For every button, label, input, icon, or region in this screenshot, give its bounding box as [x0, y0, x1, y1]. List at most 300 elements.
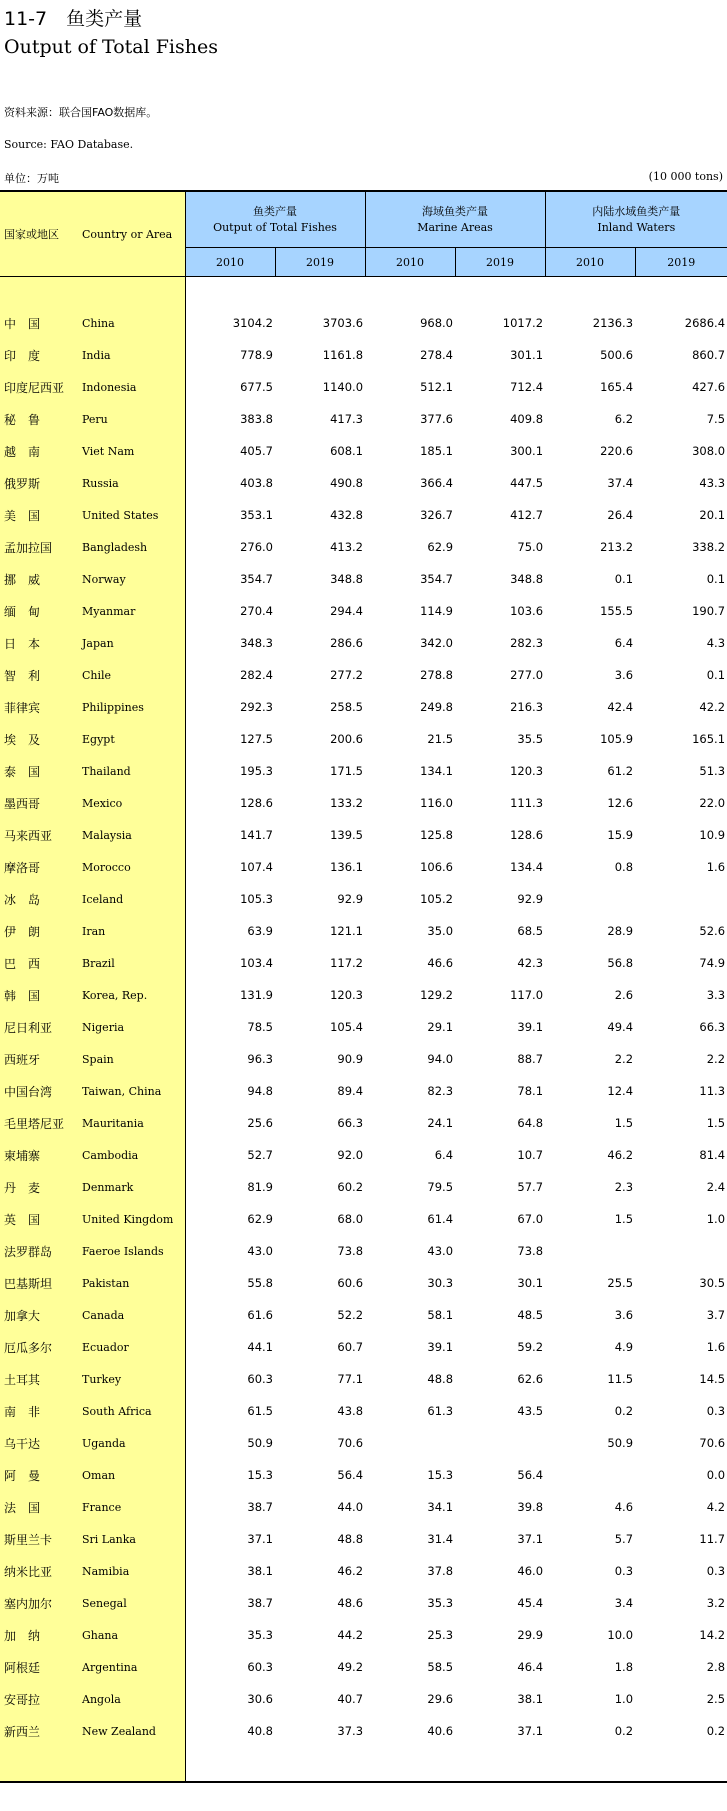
value-cell: 15.3	[427, 1468, 454, 1482]
value-cell: 490.8	[330, 476, 364, 490]
table-row	[0, 1139, 727, 1171]
value-cell: 73.8	[337, 1244, 364, 1258]
country-name-cn: 丹 麦	[0, 1171, 82, 1203]
country-name-en: United States	[82, 499, 185, 531]
fish-output-table	[0, 190, 727, 1783]
value-cell: 3.6	[614, 1308, 634, 1322]
value-cell: 11.3	[699, 1084, 726, 1098]
country-name-en: Cambodia	[82, 1139, 185, 1171]
value-cell: 403.8	[240, 476, 273, 490]
value-cell: 48.5	[517, 1308, 544, 1322]
value-cell: 134.4	[510, 860, 544, 874]
country-name-en: Egypt	[82, 723, 185, 755]
value-cell: 4.6	[614, 1500, 634, 1514]
country-name-en: India	[82, 339, 185, 371]
country-name-cn: 柬埔寨	[0, 1139, 82, 1171]
value-cell: 68.5	[517, 924, 544, 938]
country-name-cn: 马来西亚	[0, 819, 82, 851]
header-group-marine	[365, 191, 545, 248]
value-cell: 74.9	[699, 956, 726, 970]
value-cell: 427.6	[692, 380, 726, 394]
value-cell: 6.2	[614, 412, 634, 426]
value-cell: 105.2	[420, 892, 454, 906]
unit-label-en: (10 000 tons)	[648, 170, 723, 183]
country-name-cn: 新西兰	[0, 1715, 82, 1747]
value-cell: 12.6	[607, 796, 634, 810]
value-cell: 131.9	[240, 988, 273, 1002]
value-cell: 342.0	[420, 636, 454, 650]
value-cell: 78.1	[517, 1084, 544, 1098]
value-cell: 75.0	[517, 540, 544, 554]
value-cell: 34.1	[427, 1500, 454, 1514]
country-name-cn: 智 利	[0, 659, 82, 691]
value-cell: 37.1	[517, 1532, 544, 1546]
value-cell: 366.4	[420, 476, 454, 490]
value-cell: 220.6	[600, 444, 634, 458]
value-cell: 200.6	[330, 732, 364, 746]
country-name-cn: 泰 国	[0, 755, 82, 787]
table-row	[0, 787, 727, 819]
value-cell: 10.7	[517, 1148, 544, 1162]
table-row	[0, 1107, 727, 1139]
value-cell: 42.2	[699, 700, 726, 714]
value-cell: 1161.8	[322, 348, 364, 362]
value-cell	[545, 1459, 635, 1491]
group-marine-cn: 海域鱼类产量	[422, 204, 489, 218]
value-cell: 61.3	[427, 1404, 454, 1418]
country-name-cn: 尼日利亚	[0, 1011, 82, 1043]
value-cell: 92.9	[517, 892, 544, 906]
country-name-cn: 俄罗斯	[0, 467, 82, 499]
value-cell: 90.9	[337, 1052, 364, 1066]
value-cell: 22.0	[699, 796, 726, 810]
value-cell: 286.6	[330, 636, 364, 650]
year-header: 2019	[275, 248, 365, 277]
value-cell: 5.7	[614, 1532, 634, 1546]
country-name-cn: 加 纳	[0, 1619, 82, 1651]
value-cell: 608.1	[330, 444, 364, 458]
country-name-cn: 厄瓜多尔	[0, 1331, 82, 1363]
value-cell: 46.6	[427, 956, 454, 970]
value-cell: 0.2	[706, 1724, 726, 1738]
country-name-en: Philippines	[82, 691, 185, 723]
value-cell: 105.4	[330, 1020, 364, 1034]
value-cell: 38.1	[517, 1692, 544, 1706]
value-cell: 28.9	[607, 924, 634, 938]
table-row	[0, 1491, 727, 1523]
value-cell: 125.8	[420, 828, 454, 842]
country-name-cn: 印 度	[0, 339, 82, 371]
value-cell: 165.4	[600, 380, 634, 394]
table-row	[0, 1683, 727, 1715]
value-cell: 3.3	[706, 988, 726, 1002]
country-name-cn: 法罗群岛	[0, 1235, 82, 1267]
table-title-en: Output of Total Fishes	[4, 36, 218, 58]
value-cell: 409.8	[510, 412, 544, 426]
value-cell: 294.4	[330, 604, 364, 618]
value-cell: 216.3	[510, 700, 544, 714]
country-name-en: Pakistan	[82, 1267, 185, 1299]
value-cell: 55.8	[247, 1276, 273, 1290]
value-cell: 35.3	[247, 1628, 273, 1642]
value-cell: 3.2	[706, 1596, 726, 1610]
value-cell: 0.2	[614, 1404, 634, 1418]
value-cell: 432.8	[330, 508, 364, 522]
country-name-cn: 巴基斯坦	[0, 1267, 82, 1299]
bottom-rule	[0, 1781, 727, 1783]
value-cell: 43.5	[517, 1404, 544, 1418]
value-cell: 49.2	[337, 1660, 364, 1674]
value-cell: 12.4	[607, 1084, 634, 1098]
table-row	[0, 915, 727, 947]
value-cell: 105.9	[600, 732, 634, 746]
table-row	[0, 371, 727, 403]
value-cell: 277.2	[330, 668, 364, 682]
value-cell: 38.7	[247, 1500, 273, 1514]
value-cell: 11.5	[607, 1372, 634, 1386]
value-cell: 39.1	[427, 1340, 454, 1354]
value-cell: 778.9	[240, 348, 273, 362]
value-cell: 56.4	[337, 1468, 364, 1482]
country-name-cn: 埃 及	[0, 723, 82, 755]
value-cell: 1.0	[706, 1212, 726, 1226]
value-cell: 116.0	[420, 796, 454, 810]
value-cell: 49.4	[607, 1020, 634, 1034]
table-row	[0, 1235, 727, 1267]
country-name-cn: 美 国	[0, 499, 82, 531]
value-cell: 0.1	[706, 572, 726, 586]
value-cell: 82.3	[427, 1084, 454, 1098]
value-cell: 43.0	[427, 1244, 454, 1258]
value-cell: 3104.2	[232, 316, 273, 330]
country-name-en: Malaysia	[82, 819, 185, 851]
value-cell: 103.4	[240, 956, 273, 970]
value-cell: 1.6	[706, 860, 726, 874]
value-cell: 44.0	[337, 1500, 364, 1514]
table-row	[0, 1043, 727, 1075]
country-name-en: Angola	[82, 1683, 185, 1715]
country-name-en: Japan	[82, 627, 185, 659]
value-cell: 1017.2	[502, 316, 544, 330]
value-cell: 61.4	[427, 1212, 454, 1226]
value-cell: 2.4	[706, 1180, 726, 1194]
spacer-row	[0, 1747, 727, 1783]
table-row	[0, 723, 727, 755]
country-name-en: Ecuador	[82, 1331, 185, 1363]
value-cell: 57.7	[517, 1180, 544, 1194]
value-cell: 68.0	[337, 1212, 364, 1226]
country-name-en: Nigeria	[82, 1011, 185, 1043]
value-cell: 103.6	[510, 604, 544, 618]
table-row	[0, 1203, 727, 1235]
value-cell: 0.1	[706, 668, 726, 682]
country-name-cn: 英 国	[0, 1203, 82, 1235]
value-cell: 383.8	[240, 412, 273, 426]
value-cell: 48.8	[337, 1532, 364, 1546]
country-name-cn: 印度尼西亚	[0, 371, 82, 403]
country-name-en: Korea, Rep.	[82, 979, 185, 1011]
value-cell: 21.5	[427, 732, 454, 746]
value-cell: 300.1	[510, 444, 544, 458]
table-title-cn: 11-7 鱼类产量	[4, 8, 143, 30]
value-cell: 35.0	[427, 924, 454, 938]
table-row	[0, 1075, 727, 1107]
value-cell: 63.9	[247, 924, 273, 938]
country-name-en: Argentina	[82, 1651, 185, 1683]
value-cell: 25.5	[607, 1276, 634, 1290]
country-name-en: Oman	[82, 1459, 185, 1491]
header-group-total	[185, 191, 365, 248]
value-cell: 61.5	[247, 1404, 273, 1418]
value-cell: 2.6	[614, 988, 634, 1002]
value-cell: 56.8	[607, 956, 634, 970]
value-cell: 0.0	[706, 1468, 726, 1482]
value-cell	[545, 883, 635, 915]
value-cell: 258.5	[330, 700, 364, 714]
value-cell: 276.0	[240, 540, 273, 554]
country-name-en: Thailand	[82, 755, 185, 787]
table-row	[0, 1171, 727, 1203]
value-cell: 417.3	[330, 412, 364, 426]
country-name-en: New Zealand	[82, 1715, 185, 1747]
value-cell: 11.7	[699, 1532, 726, 1546]
value-cell: 38.7	[247, 1596, 273, 1610]
country-name-cn: 毛里塔尼亚	[0, 1107, 82, 1139]
value-cell: 43.0	[247, 1244, 273, 1258]
country-name-en: Iceland	[82, 883, 185, 915]
spacer-row	[0, 277, 727, 308]
table-row	[0, 1651, 727, 1683]
value-cell: 111.3	[510, 796, 544, 810]
country-name-cn: 日 本	[0, 627, 82, 659]
value-cell: 308.0	[692, 444, 726, 458]
country-name-cn: 安哥拉	[0, 1683, 82, 1715]
value-cell: 30.6	[247, 1692, 273, 1706]
group-inland-cn: 内陆水域鱼类产量	[592, 204, 681, 218]
value-cell: 3.6	[614, 668, 634, 682]
value-cell: 1.5	[614, 1116, 634, 1130]
value-cell: 15.9	[607, 828, 634, 842]
country-name-en: Denmark	[82, 1171, 185, 1203]
group-total-cn: 鱼类产量	[253, 204, 297, 218]
country-name-cn: 西班牙	[0, 1043, 82, 1075]
table-row	[0, 403, 727, 435]
value-cell: 40.7	[337, 1692, 364, 1706]
value-cell: 7.5	[706, 412, 726, 426]
table-row	[0, 1331, 727, 1363]
value-cell: 61.6	[247, 1308, 273, 1322]
table-row	[0, 467, 727, 499]
country-name-cn: 墨西哥	[0, 787, 82, 819]
value-cell: 29.1	[427, 1020, 454, 1034]
table-row	[0, 1587, 727, 1619]
value-cell: 3703.6	[322, 316, 364, 330]
country-name-en: Viet Nam	[82, 435, 185, 467]
country-name-en: Taiwan, China	[82, 1075, 185, 1107]
value-cell: 37.4	[607, 476, 634, 490]
value-cell: 139.5	[330, 828, 364, 842]
value-cell: 92.0	[337, 1148, 364, 1162]
value-cell: 70.6	[337, 1436, 364, 1450]
value-cell: 348.3	[240, 636, 273, 650]
value-cell: 43.8	[337, 1404, 364, 1418]
value-cell: 60.2	[337, 1180, 364, 1194]
value-cell: 29.6	[427, 1692, 454, 1706]
value-cell: 117.0	[510, 988, 544, 1002]
value-cell: 105.3	[240, 892, 273, 906]
value-cell: 354.7	[240, 572, 273, 586]
value-cell	[365, 1427, 455, 1459]
year-header: 2010	[185, 248, 275, 277]
country-name-cn: 法 国	[0, 1491, 82, 1523]
country-name-cn: 摩洛哥	[0, 851, 82, 883]
value-cell: 81.9	[247, 1180, 273, 1194]
value-cell: 40.8	[247, 1724, 273, 1738]
value-cell: 62.9	[247, 1212, 273, 1226]
value-cell: 2.2	[706, 1052, 726, 1066]
year-header: 2019	[635, 248, 727, 277]
country-name-en: Mauritania	[82, 1107, 185, 1139]
group-marine-en: Marine Areas	[417, 220, 493, 234]
value-cell: 56.4	[517, 1468, 544, 1482]
value-cell: 3.7	[706, 1308, 726, 1322]
value-cell: 58.5	[427, 1660, 454, 1674]
value-cell: 37.1	[517, 1724, 544, 1738]
value-cell: 52.6	[699, 924, 726, 938]
value-cell: 133.2	[330, 796, 364, 810]
country-name-en: United Kingdom	[82, 1203, 185, 1235]
value-cell: 30.3	[427, 1276, 454, 1290]
value-cell: 1140.0	[322, 380, 364, 394]
value-cell: 249.8	[420, 700, 454, 714]
country-name-en: France	[82, 1491, 185, 1523]
year-header: 2019	[455, 248, 545, 277]
value-cell: 190.7	[692, 604, 726, 618]
table-row	[0, 1427, 727, 1459]
value-cell: 377.6	[420, 412, 454, 426]
year-header: 2010	[545, 248, 635, 277]
header-area-en: Country or Area	[82, 191, 185, 277]
value-cell: 712.4	[510, 380, 544, 394]
table-row	[0, 499, 727, 531]
table-row	[0, 435, 727, 467]
value-cell: 270.4	[240, 604, 273, 618]
country-name-cn: 纳米比亚	[0, 1555, 82, 1587]
country-name-cn: 孟加拉国	[0, 531, 82, 563]
value-cell: 2136.3	[592, 316, 634, 330]
country-name-cn: 缅 甸	[0, 595, 82, 627]
value-cell: 136.1	[330, 860, 364, 874]
value-cell: 42.3	[517, 956, 544, 970]
value-cell: 141.7	[240, 828, 273, 842]
value-cell: 412.7	[510, 508, 544, 522]
country-name-en: Peru	[82, 403, 185, 435]
value-cell: 40.6	[427, 1724, 454, 1738]
value-cell: 1.0	[614, 1692, 634, 1706]
value-cell: 79.5	[427, 1180, 454, 1194]
country-name-cn: 中国台湾	[0, 1075, 82, 1107]
value-cell: 42.4	[607, 700, 634, 714]
value-cell: 326.7	[420, 508, 454, 522]
country-name-cn: 土耳其	[0, 1363, 82, 1395]
value-cell: 88.7	[517, 1052, 544, 1066]
country-name-cn: 南 非	[0, 1395, 82, 1427]
value-cell: 48.6	[337, 1596, 364, 1610]
country-name-en: Faeroe Islands	[82, 1235, 185, 1267]
value-cell: 38.1	[247, 1564, 273, 1578]
value-cell: 50.9	[607, 1436, 634, 1450]
country-name-cn: 阿根廷	[0, 1651, 82, 1683]
value-cell: 354.7	[420, 572, 454, 586]
value-cell: 1.8	[614, 1660, 634, 1674]
value-cell: 860.7	[692, 348, 726, 362]
country-name-en: Myanmar	[82, 595, 185, 627]
value-cell: 0.3	[706, 1564, 726, 1578]
country-name-en: Norway	[82, 563, 185, 595]
value-cell: 338.2	[692, 540, 726, 554]
value-cell: 30.5	[699, 1276, 726, 1290]
country-name-en: Sri Lanka	[82, 1523, 185, 1555]
value-cell: 15.3	[247, 1468, 273, 1482]
group-inland-en: Inland Waters	[597, 220, 676, 234]
group-total-en: Output of Total Fishes	[213, 220, 337, 234]
value-cell: 66.3	[337, 1116, 364, 1130]
value-cell: 165.1	[692, 732, 726, 746]
value-cell: 26.4	[607, 508, 634, 522]
value-cell: 127.5	[240, 732, 273, 746]
value-cell: 447.5	[510, 476, 544, 490]
country-name-en: Bangladesh	[82, 531, 185, 563]
value-cell: 4.3	[706, 636, 726, 650]
country-name-cn: 冰 岛	[0, 883, 82, 915]
value-cell: 61.2	[607, 764, 634, 778]
value-cell: 43.3	[699, 476, 726, 490]
value-cell: 30.1	[517, 1276, 544, 1290]
value-cell: 39.1	[517, 1020, 544, 1034]
value-cell: 278.4	[420, 348, 454, 362]
country-name-en: South Africa	[82, 1395, 185, 1427]
value-cell: 14.5	[699, 1372, 726, 1386]
value-cell: 35.5	[517, 732, 544, 746]
value-cell: 195.3	[240, 764, 273, 778]
value-cell: 64.8	[517, 1116, 544, 1130]
source-note-cn: 资料来源：联合国FAO数据库。	[4, 106, 158, 119]
table-row	[0, 1395, 727, 1427]
table-row	[0, 691, 727, 723]
table-row	[0, 851, 727, 883]
value-cell: 512.1	[420, 380, 454, 394]
value-cell: 20.1	[699, 508, 726, 522]
table-row	[0, 819, 727, 851]
value-cell: 44.1	[247, 1340, 273, 1354]
country-name-en: Senegal	[82, 1587, 185, 1619]
table-row	[0, 1363, 727, 1395]
value-cell: 59.2	[517, 1340, 544, 1354]
value-cell: 6.4	[434, 1148, 454, 1162]
value-cell: 46.4	[517, 1660, 544, 1674]
table-row	[0, 1715, 727, 1747]
value-cell: 39.8	[517, 1500, 544, 1514]
value-cell: 120.3	[510, 764, 544, 778]
value-cell: 25.6	[247, 1116, 273, 1130]
country-name-en: Russia	[82, 467, 185, 499]
value-cell: 1.6	[706, 1340, 726, 1354]
value-cell: 45.4	[517, 1596, 544, 1610]
table-row	[0, 307, 727, 339]
value-cell: 413.2	[330, 540, 364, 554]
value-cell: 10.9	[699, 828, 726, 842]
value-cell: 277.0	[510, 668, 544, 682]
